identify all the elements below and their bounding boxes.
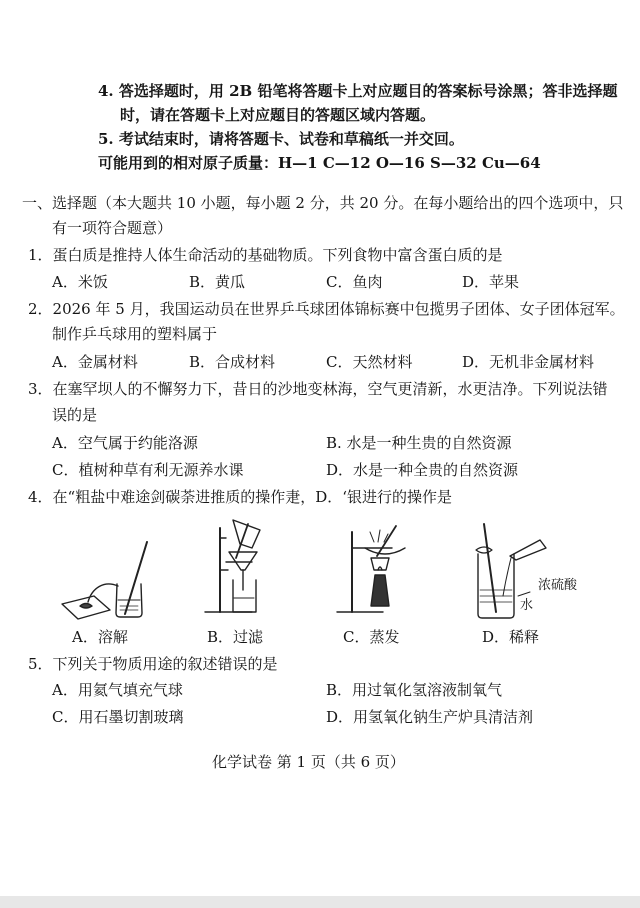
question-5-option-c: C．用石墨切割玻璃 (52, 708, 184, 726)
instruction-item-4-line1: 4. 答选择题时，用 2B 铅笔将答题卡上对应题目的答案标号涂黑；答非选择题 (98, 82, 618, 100)
question-1-option-d: D．苹果 (462, 273, 520, 291)
question-5-stem: 5．下列关于物质用途的叙述错误的是 (28, 655, 278, 673)
question-4-option-c: C．蒸发 (343, 628, 400, 646)
question-2-option-b: B．合成材料 (189, 353, 276, 371)
dilution-figure (476, 524, 546, 618)
question-3-option-a: A．空气属于约能洛源 (52, 434, 198, 452)
question-2-option-c: C．天然材料 (326, 353, 413, 371)
question-5-option-b: B．用过氧化氢溶液制氧气 (326, 681, 503, 699)
question-4-label-water: 水 (520, 598, 534, 613)
question-1-option-b: B．黄瓜 (189, 273, 246, 291)
evaporation-figure (337, 526, 405, 612)
question-3-stem-line1: 3．在塞罕坝人的不懈努力下，昔日的沙地变林海，空气更清新，水更洁净。下列说法错 (28, 380, 608, 398)
question-4-label-acid: 浓硫酸 (538, 578, 578, 593)
instruction-item-5: 5. 考试结束时，请将答题卡、试卷和草稿纸一并交回。 (98, 130, 464, 148)
question-4-option-a: A．溶解 (72, 628, 128, 646)
question-4-option-b: B．过滤 (207, 628, 264, 646)
question-2-option-a: A．金属材料 (52, 353, 138, 371)
question-1-option-c: C．鱼肉 (326, 273, 383, 291)
page-bottom-edge (0, 896, 640, 908)
question-3-option-b: B. 水是一种生贵的自然资源 (326, 434, 512, 452)
filtration-figure (205, 520, 260, 612)
instruction-item-4-line2: 时，请在答题卡上对应题目的答题区域内答题。 (120, 106, 436, 124)
question-3-option-d: D．水是一种全贵的自然资源 (326, 461, 519, 479)
question-4-stem: 4．在“粗盐中难途剑碳荼进推质的操作疌，D．‘银进行的操作是 (28, 488, 453, 506)
question-1-option-a: A．米饭 (52, 273, 108, 291)
question-2-stem-line2: 制作乒乓球用的塑料属于 (52, 325, 218, 343)
question-4-option-d: D．稀释 (482, 628, 540, 646)
question-2-stem-line1: 2．2026 年 5 月，我国运动员在世界乒乓球团体锦标赛中包揽男子团体、女子团体冠军。 (28, 300, 625, 318)
question-2-option-d: D．无机非金属材料 (462, 353, 595, 371)
section-header-line1: 一、选择题（本大题共 10 小题，每小题 2 分，共 20 分。在每小题给出的四个选项中，只 (22, 194, 624, 212)
question-3-stem-line2: 误的是 (52, 406, 98, 424)
page-footer: 化学试卷 第 1 页（共 6 页） (212, 753, 405, 771)
question-1-stem: 1．蛋白质是推持人体生命活动的基础物质。下列食物中富含蛋白质的是 (28, 246, 503, 264)
section-header-line2: 有一项符合题意） (52, 219, 173, 237)
dissolving-figure (62, 542, 147, 619)
question-5-option-a: A．用氦气填充气球 (52, 681, 183, 699)
question-5-option-d: D．用氢氧化钠生产炉具清洁剂 (326, 708, 534, 726)
atomic-masses: 可能用到的相对原子质量：H—1 C—12 O—16 S—32 Cu—64 (98, 154, 541, 172)
question-3-option-c: C．植树种草有利无源养水课 (52, 461, 244, 479)
